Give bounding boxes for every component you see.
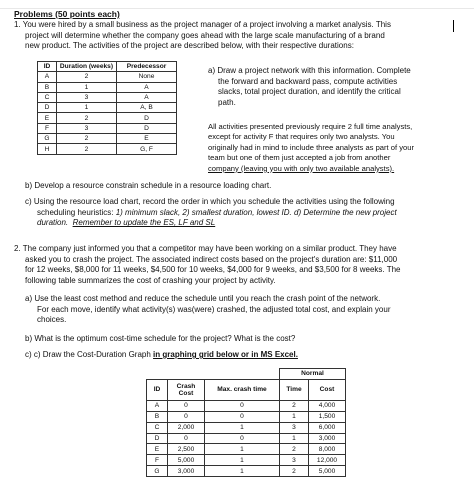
analysts-line: company (leaving you with only two available analysts). bbox=[208, 163, 395, 173]
table-cell: B bbox=[147, 411, 168, 422]
table-cell: 2 bbox=[280, 466, 309, 477]
activity-table-row bbox=[38, 144, 177, 154]
activity-table-row bbox=[38, 92, 177, 102]
q1-part-c-italic: 1) minimum slack, 2) smallest duration, lowest ID. d) Determine the new project bbox=[115, 207, 397, 217]
analysts-line: All activities presented previously require 2 full time analysts, bbox=[208, 122, 413, 131]
crash-table-row bbox=[147, 444, 346, 455]
activity-table-row bbox=[38, 72, 177, 82]
table-cell: 1 bbox=[205, 444, 280, 455]
q1-intro bbox=[14, 20, 459, 52]
col-header-duration: Duration (weeks) bbox=[57, 62, 117, 72]
q2-intro-line: 2. The company just informed you that a competitor may have been working on a similar product. They have bbox=[14, 244, 397, 253]
table-cell: 2 bbox=[280, 400, 309, 411]
table-cell: 1 bbox=[280, 411, 309, 422]
q1-intro-line: 1. You were hired by a small business as the project manager of a project involving a market analysis. This bbox=[14, 20, 391, 29]
normal-group-header: Normal bbox=[280, 369, 346, 380]
activity-table-row bbox=[38, 134, 177, 144]
q2-part-a bbox=[25, 294, 465, 326]
activity-table-row bbox=[38, 123, 177, 133]
table-cell: 2 bbox=[57, 72, 117, 82]
activity-table-row bbox=[38, 113, 177, 123]
table-cell: 2 bbox=[57, 144, 117, 154]
q2-intro-line: for 12 weeks, $8,000 for 11 weeks, $4,500 for 10 weeks, $4,000 for 9 weeks, and $3,500 for 8 weeks. The bbox=[25, 265, 401, 275]
table-cell: C bbox=[38, 92, 57, 102]
q2-part-c bbox=[25, 350, 465, 361]
table-cell: 0 bbox=[205, 400, 280, 411]
table-cell: 4,000 bbox=[309, 400, 346, 411]
table-cell: G bbox=[147, 466, 168, 477]
q2-intro-line: following table summarizes the cost of crashing your project by activity. bbox=[25, 275, 276, 285]
blank-group-cell bbox=[147, 369, 280, 380]
table-cell: A bbox=[38, 72, 57, 82]
q1-part-a-line: slacks, total project duration, and identify the critical bbox=[218, 87, 401, 97]
crash-table-row bbox=[147, 400, 346, 411]
table-cell: G, F bbox=[117, 144, 177, 154]
table-cell: D bbox=[117, 113, 177, 123]
q1-part-c-italic: duration. bbox=[37, 218, 69, 228]
crash-table-row bbox=[147, 433, 346, 444]
q1-part-b: b) Develop a resource constrain schedule in a resource loading chart. bbox=[25, 181, 272, 190]
q1-part-a-line: path. bbox=[218, 97, 236, 107]
q2-part-c-underlined: in graphing grid below or in MS Excel. bbox=[153, 350, 298, 359]
activity-table bbox=[37, 61, 177, 155]
table-cell: 5,000 bbox=[309, 466, 346, 477]
q1-part-c-line bbox=[25, 218, 470, 229]
table-cell: 2,500 bbox=[168, 444, 205, 455]
table-cell: E bbox=[147, 444, 168, 455]
q1-part-c-line: c) Using the resource load chart, record the order in which you schedule the activities using the following bbox=[25, 197, 395, 206]
q2-part-b: b) What is the optimum cost-time schedule for the project? What is the cost? bbox=[25, 334, 296, 343]
table-cell: 2 bbox=[57, 113, 117, 123]
table-cell: 1 bbox=[57, 103, 117, 113]
q2-part-a-line: a) Use the least cost method and reduce the schedule until you reach the crash point of the network. bbox=[25, 294, 381, 303]
q2-part-a-line: choices. bbox=[37, 315, 67, 325]
crash-table-row bbox=[147, 422, 346, 433]
table-cell: 2 bbox=[57, 134, 117, 144]
q1-part-a-line: a) Draw a project network with this information. Complete bbox=[208, 66, 411, 75]
crash-table-row bbox=[147, 455, 346, 466]
q1-part-c bbox=[25, 197, 470, 229]
table-cell: 1 bbox=[205, 466, 280, 477]
analysts-line: originally had in mind to include three analysts as part of your bbox=[208, 142, 414, 152]
activity-table-header-row bbox=[38, 62, 177, 72]
q2-intro-line: asked you to crash the project. The associated indirect costs based on the project's duration are: $11,000 bbox=[25, 254, 398, 264]
table-cell: C bbox=[147, 422, 168, 433]
table-cell: None bbox=[117, 72, 177, 82]
crash-table-header-row bbox=[147, 379, 346, 400]
activity-table-row bbox=[38, 103, 177, 113]
table-cell: 2,000 bbox=[168, 422, 205, 433]
crash-table-row bbox=[147, 411, 346, 422]
analysts-paragraph bbox=[208, 122, 458, 174]
table-cell: 1 bbox=[280, 433, 309, 444]
table-cell: A bbox=[117, 82, 177, 92]
table-cell: G bbox=[38, 134, 57, 144]
q2-part-c-text: c) c) Draw the Cost-Duration Graph bbox=[25, 350, 154, 359]
table-cell: 0 bbox=[205, 433, 280, 444]
cropped-top-edge bbox=[0, 0, 474, 9]
table-cell: E bbox=[117, 134, 177, 144]
table-cell: 1 bbox=[57, 82, 117, 92]
table-cell: A bbox=[147, 400, 168, 411]
table-cell: H bbox=[38, 144, 57, 154]
q2-intro bbox=[14, 244, 464, 286]
crash-cost-table bbox=[146, 368, 346, 477]
col-header-crash-cost: Crash Cost bbox=[168, 379, 205, 400]
activity-table-row bbox=[38, 82, 177, 92]
q1-part-a bbox=[208, 66, 458, 108]
q1-intro-line: project will determine whether the company goes ahead with the large scale manufacturing of a brand bbox=[25, 30, 385, 40]
col-header-max-crash-time: Max. crash time bbox=[205, 379, 280, 400]
table-cell: D bbox=[117, 123, 177, 133]
q1-intro-line: new product. The activities of the project are described below, with their respective durations: bbox=[25, 41, 354, 51]
col-header-id: ID bbox=[38, 62, 57, 72]
table-cell: 1,500 bbox=[309, 411, 346, 422]
table-cell: 3,000 bbox=[168, 466, 205, 477]
table-cell: D bbox=[147, 433, 168, 444]
table-cell: B bbox=[38, 82, 57, 92]
table-cell: F bbox=[147, 455, 168, 466]
col-header-cost: Cost bbox=[309, 379, 346, 400]
table-cell: A, B bbox=[117, 103, 177, 113]
table-cell: E bbox=[38, 113, 57, 123]
table-cell: 0 bbox=[168, 400, 205, 411]
table-cell: 6,000 bbox=[309, 422, 346, 433]
analysts-line: except for activity F that requires only two analysts. You bbox=[208, 132, 395, 142]
table-cell: 1 bbox=[205, 455, 280, 466]
table-cell: 3,000 bbox=[309, 433, 346, 444]
col-header-predecessor: Predecessor bbox=[117, 62, 177, 72]
table-cell: F bbox=[38, 123, 57, 133]
table-cell: 0 bbox=[168, 411, 205, 422]
table-cell: 3 bbox=[57, 92, 117, 102]
q1-part-a-line: the forward and backward pass, compute activities bbox=[218, 76, 398, 86]
table-cell: 3 bbox=[280, 422, 309, 433]
col-header-time: Time bbox=[280, 379, 309, 400]
text-cursor bbox=[453, 20, 454, 32]
table-cell: 3 bbox=[57, 123, 117, 133]
analysts-line: team but one of them just accepted a job from another bbox=[208, 153, 391, 163]
table-cell: 0 bbox=[168, 433, 205, 444]
q1-part-c-underlined: Remember to update the ES, LF and SL bbox=[72, 218, 216, 228]
table-cell: D bbox=[38, 103, 57, 113]
table-cell: 1 bbox=[205, 422, 280, 433]
table-cell: 8,000 bbox=[309, 444, 346, 455]
q2-part-a-line: For each move, identify what activity(s) was(were) crashed, the adjusted total cost, and explain your bbox=[37, 304, 391, 314]
crash-table-group-row bbox=[147, 369, 346, 380]
table-cell: 0 bbox=[205, 411, 280, 422]
table-cell: 5,000 bbox=[168, 455, 205, 466]
q1-part-c-line bbox=[25, 208, 470, 219]
table-cell: A bbox=[117, 92, 177, 102]
table-cell: 2 bbox=[280, 444, 309, 455]
problems-heading: Problems (50 points each) bbox=[14, 9, 120, 19]
table-cell: 12,000 bbox=[309, 455, 346, 466]
q1-part-c-text: scheduling heuristics: bbox=[37, 207, 116, 217]
col-header-id: ID bbox=[147, 379, 168, 400]
table-cell: 3 bbox=[280, 455, 309, 466]
